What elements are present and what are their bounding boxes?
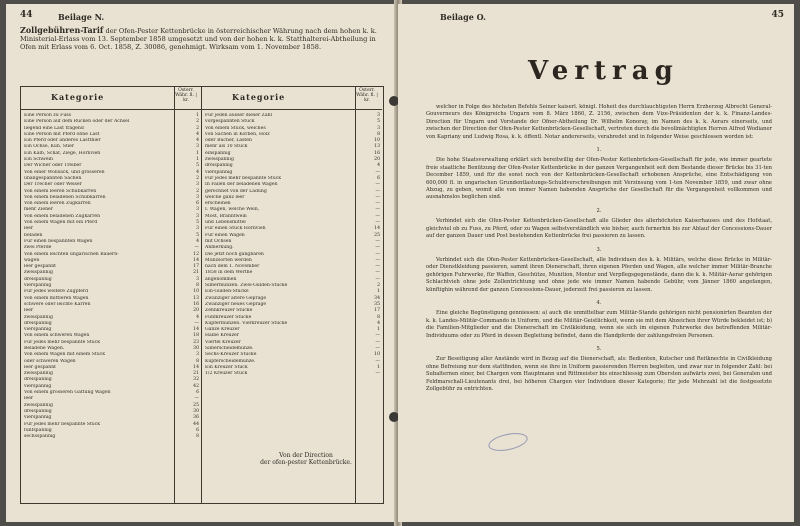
tariff-row-label: angenommen [205,276,237,282]
tariff-row-label: liegend eine Last tragend [24,125,84,131]
tariff-row-label: zweispännig [24,402,53,408]
tariff-row-label: In Fällen der beladenen Wagen [205,182,278,188]
tariff-row-label: Münzsorten werden [205,257,252,263]
page-number: 44 [20,10,33,20]
tariff-row-label: Ein Schwein [24,157,53,163]
tariff-row-value: 10 [193,289,199,295]
tariff-row-label: Ein-Gulden-Stücke [205,289,249,295]
tariff-row-value: 6 [196,427,199,433]
tariff-row-value: 10 [374,352,380,358]
tariff-row-value: 3 [377,113,380,118]
tariff-row-value: — [375,251,380,257]
contract-paragraph: welcher in Folge des höchsten Befehls Seiner kaiserl. königl. Hoheit des durchlauchtigsten Herrn Erzherzog Albrecht General-Gouverneurs des Königreichs Ungarn vom 8. März 1860, Z. 2156, zwischen dem Vize-Präsidenten der k. k. Finanz-Landes-Direction für Ungarn und Vorstande der Ofner-Abtheilung Dr. Wilhelm Konoray, im Namen des k. k. Aerars einerseits, und zwischen der Direction der Ofen-Pester Kettenbrücken-Gesellschaft, vertreten durch die bevollmächtigten Herren Alfred Wodianer von Kapriany und Ludwig Rosa, k. k. öffentl. Notar andererseits, verabredet und in folgender Weise geschlossen worden ist: [426,104,772,140]
tariff-row-label: und Lebensmittel [205,220,246,226]
tariff-row-value: 14 [193,257,199,263]
tariff-row-label: Ganze Kreuzer [205,327,240,333]
tariff-row-label: gerechnet von der Ladung [205,188,267,194]
tariff-row-value: 30 [193,408,199,414]
tariff-row-label: welche ganz leer [205,194,245,200]
tariff-row-label: zwei Pferde [24,245,52,251]
tariff-row-value: 14 [193,327,199,333]
section-number: 1. [596,147,602,154]
tariff-values-left [177,113,199,440]
tariff-row-value: 1 [377,364,380,370]
tariff-row-label: Für einen bespannten Wagen [24,238,93,244]
tariff-row-value: 34 [374,295,380,301]
document-heading: Vertrag [528,56,679,86]
section-number: 4. [596,299,602,306]
tariff-row-label: 1858 in dem Werthe [205,270,253,276]
tariff-row-value: 14 [374,226,380,232]
tariff-row-value: — [375,270,380,276]
tariff-row-value: 5 [196,232,199,238]
tariff-column-left [21,87,202,503]
tariff-row-value: 17 [193,264,199,270]
tariff-row-label: Von einem beladenen Zugkarren [24,213,101,219]
tariff-row-label: wagen [24,257,40,263]
tariff-row-value: 3 [196,182,199,188]
tariff-row-label: zweispännig [24,270,53,276]
tariff-row-label: dreispännig [24,320,52,326]
tariff-row-label: Eine Person auf dem Rücken oder der Achsel [24,119,130,125]
contract-paragraph: Zur Beseitigung aller Anstände wird in Bezug auf die Dienerschaft, als: Bedienten, Kutscher und Reitknechte in Civilkleidung ohne Befreiung nur dem stattfinden, wenn sie ihre in Uniform passierenden Herren begleiten, und zwar nur in folgender Zahl: bei Subalternen einer, bei Chargen vom Hauptmann und Rittmeister bis einschliessig zum Obersten aufwärts zwei, bei Generalen und Feldmarschall-Lieutenants drei, bei höheren Chargen vier Individuen dieser Kategorie; für jede Mehrzahl ist die festgesetzte Zollgebühr zu entrichten. [426,356,772,392]
tarif-title-rest: der Ofen-Pester Kettenbrücke in österreichischer Währung nach dem hohen k. k. Ministerial-Erlass vom 13. September 1858 umgesetzt und von der hohen k. k. Statthalterei-Abtheilung in Ofen mit Erlass vom 6. Oct. 1858, Z. 30086, genehmigt. Wirksam vom 1. November 1858. [20,27,377,51]
tariff-row-value: 10 [374,138,380,144]
tariff-row-value: 21 [193,371,199,377]
tariff-row-label: dreispännig [24,408,52,414]
tariff-row-label: zweispännig [24,371,53,377]
tariff-row-value: 5 [196,163,199,169]
tariff-row-value: 8 [196,434,199,440]
tariff-row-value: 16 [193,301,199,307]
tariff-row-value: 3 [377,125,380,131]
tariff-row-value: 14 [193,364,199,370]
tariff-row-value: 2 [196,188,199,194]
contract-paragraph: Eine gleiche Begünstigung genniessen: a) auch die unmittelbar zum Militär-Stande gehörigen nicht pensionirten Beamten der k. k. Landes-Militär-Commando in Uniform, und die Militär-Geistlichkeit, wenn sie mit dem Abzeichen ihrer Würde bekleidet ist; b) die Familien-Mitglieder und die Dienerschaft im Civilkleidung, wenn sie sich im eigenen Fuhrwerke des betreffenden Militär-Individuums oder zu Pferd in dessen Begleitung befindet, dann die Handpferde der zahlungsfreien Personen. [426,310,772,339]
tariff-column-right [202,87,382,503]
tariff-row-value: 8 [196,283,199,289]
tariff-row-label: schwere oder leichte Karren [24,301,91,307]
contract-paragraph: Verbindet sich die Ofen-Pester Kettenbrücken-Gesellschaft, alle Individuen des k. k. Militärs, welche diese Brücke in Militär- oder Dienstkleidung passieren, sammt ihren Dienerschaft, ihren eigenen Pferden und Wagen, alle welcher immer Militär-Branche gehörigen Fuhrwerke, für Waffen, Geschütze, Munition, Montur und Verpflegsgegenstände, dann die k. k. Militär-Aerar gehörigen Schlachtvieh ohne jede Zollentrichtung und ohne jede wie immer Namen habende Gebühr, vom Jänner 1860 angefangen, künftighin während der ganzen Concessions-Dauer, jederzeit frei passieren zu lassen. [426,256,772,293]
tariff-row-value: 8 [377,314,380,320]
kategorie-header: Kategorie [232,92,286,102]
tariff-row-value: 25 [193,402,199,408]
tariff-row-value: — [375,188,380,194]
tariff-row-label: Ein Pferd oder anderes Lastthier [24,138,101,144]
tariff-row-label: sechsspännig [24,434,56,440]
tariff-row-label: von Sachen in Körben, Holz [205,131,270,137]
tariff-row-value: 20 [193,308,199,314]
left-page [6,4,396,522]
tariff-row-value: 4 [377,320,380,326]
tariff-row-label: zweispännig [205,157,234,163]
tariff-row-label: Von einem leeren Schubkarren [24,188,97,194]
tariff-row-label: mehr Zieher [24,207,53,213]
tariff-row-value: 5 [377,119,380,125]
tariff-row-label: Silberscheidemünze. [205,345,254,351]
tariff-row-label: Der Wicher oder Treiber [24,163,82,169]
tariff-row-value: 32 [193,377,199,383]
tariff-row-value: — [375,220,380,226]
tariff-row-label: Für einen Wagen [205,232,245,238]
tariff-row-value: 2 [377,283,380,289]
tariff-row-label: dreispännig [24,276,52,282]
tariff-row-label: Ein Kalb, Schaf, Ziege, Hornvieh [24,150,101,156]
page-number: 45 [771,10,784,20]
tariff-row-value: — [375,182,380,188]
tariff-row-value: 6 [196,390,199,396]
tariff-row-label: vierspännig [24,327,52,333]
tariff-row-label: I. Wagen, welche Wein, [205,207,260,213]
tariff-row-value: 3 [196,207,199,213]
tariff-row-label: leer gespannt [24,264,57,270]
tariff-row-label: Ein Ochse, Kuh, Stier [24,144,75,150]
tariff-row-label: nach dem 1. November [205,264,260,270]
tariff-row-label: Beladene Wagen. [24,345,65,351]
tariff-row-label: leer [24,226,34,232]
tariff-row-value: — [375,169,380,175]
currency-header: Österr. Währ. fl. | kr. [356,88,378,103]
section-number: 5. [596,345,602,352]
tariff-row-value: — [375,276,380,282]
tariff-row-label: dreispännig [205,163,233,169]
tariff-row-value: 35 [374,301,380,307]
tariff-row-value: — [194,396,199,402]
tariff-row-label: mit Ochsen [205,238,232,244]
tariff-row-label: Der Trecher oder Weiser [24,182,82,188]
tariff-row-value: — [375,358,380,364]
tariff-row-label: Eine Person mit Pferd ohne Last [24,131,100,137]
tariff-row-value: 8 [377,131,380,137]
section-number: 3. [596,246,602,253]
tariff-row-value: — [375,201,380,207]
tariff-row-value: 3 [196,226,199,232]
tariff-row-value: 1 [196,150,199,156]
tariff-row-value: 3 [196,194,199,200]
tariff-row-value: 3 [196,213,199,219]
tariff-row-value: 36 [193,415,199,421]
beilage-label: Beilage N. [58,12,105,22]
signature-line: der ofen-pester Kettenbrücke. [260,459,352,466]
tariff-row-value: 4 [196,131,199,137]
tariff-row-label: Von einem Stück, welches [205,125,266,131]
kategorie-header: Kategorie [51,92,105,102]
tariff-row-value: 3 [196,276,199,282]
tariff-values-right [358,113,380,377]
tariff-rows-left [24,113,172,440]
tariff-row-label: Von einem Wagen mit ein Pferd [24,220,98,226]
tariff-row-label: Kupferscheidemünze. [205,358,256,364]
tariff-row-value: — [375,339,380,345]
tariff-row-label: Von einem grösseren Gattung Wagen [24,390,111,396]
tariff-rows-right [205,113,353,377]
tariff-row-value: 6 [196,201,199,207]
tariff-row-value: 3 [196,144,199,150]
tariff-row-label: vierspännig [24,383,52,389]
tariff-row-label: Ein Kreuzer Stück [205,364,248,370]
tariff-row-value: 13 [374,144,380,150]
direction-signature [246,452,366,466]
tariff-row-value: 1 [196,157,199,163]
tariff-row-label: vierspännig [24,283,52,289]
tariff-row-value: 17 [374,308,380,314]
tariff-row-value: 21 [193,270,199,276]
tariff-row-label: Von einem mittleren Wagen [24,295,89,301]
tariff-row-label: Kupfermünzen. Vierkreuzer Stücke [205,320,288,326]
tariff-row-value: 1 [196,113,199,118]
tariff-row-label: Für jedes mehr bespannte Stück [205,175,282,181]
tariff-row-value: 4 [196,314,199,320]
tarif-title-bold: Zollgebühren-Tarif [20,25,104,35]
tariff-row-label: Von einem leichten ungarischen Bauern- [24,251,119,257]
tariff-row-label: Von einer Wollsack, und grösseren [24,169,105,175]
tariff-row-label: fünfspännig [24,427,52,433]
tariff-row-value: 18 [193,333,199,339]
tariff-row-label: Von einem leeren Zugkarren [24,201,91,207]
tariff-row-label: Zehnkreuzer Stücke [205,308,253,314]
tariff-row-value: 25 [374,232,380,238]
column-rule [355,87,356,503]
tariff-row-label: Eine Person zu Fuss [24,113,72,118]
tariff-row-value: — [375,371,380,377]
tariff-row-label: Für jedes mehr bespannte Stück [24,339,101,345]
tariff-row-value: — [375,245,380,251]
tariff-row-value: — [194,245,199,251]
contract-paragraph: Die hohe Staatsverwaltung erklärt sich bereitwillig der Ofen-Pester Kettenbrücken-Gesellschaft für jede, wie immer geartete freie staatliche Benützung der Ofen-Pester Kettenbrücke in der ganzen Vergangenheit seit dem Bestande dieser Brücke bis 31-ten December 1859, und für die sonst noch von der Kettenbrücken-Gesellschaft erhobenen Ansprüche, eine Entschädigung von 600,000 fl. in ungarischen Grundentlastungs-Schuldverschreibungen mit Verzinsung vom 1-ten November 1859, und zwar ohne Abzug, zu geben, womit alle von immer Namen habenden Ansprüche der Gesellschaft für die Vergangenheit vollkommen und ausnahmslos beglichen sind. [426,157,772,201]
tariff-row-label: Zwanziger neues Gepräge [205,301,267,307]
tariff-row-value: — [375,264,380,270]
tariff-row-value: — [375,194,380,200]
right-page [398,4,794,522]
tariff-row-value: 4 [196,169,199,175]
tariff-row-value: — [194,320,199,326]
tariff-row-value: 42 [193,383,199,389]
tariff-row-value: — [375,345,380,351]
tariff-row-label: vierspännig [24,415,52,421]
tariff-row-value: 8 [196,358,199,364]
tariff-row-value: 5 [196,220,199,226]
tariff-row-label: dreispännig [24,377,52,383]
tariff-row-label: Most, Branntwein [205,213,247,219]
tariff-row-value: 13 [193,295,199,301]
tarif-title [20,26,382,51]
signature-line: Von der Direction [279,452,333,459]
tariff-row-label: Von einem Wagen mit einem Stück [24,352,106,358]
tariff-row-value: 2 [196,175,199,181]
tariff-row-label: 1/2 Kreuzer Stück [205,371,248,377]
tariff-row-label: Für jedes mehr bespannte Stück [24,421,101,427]
beilage-label: Beilage O. [440,12,486,22]
tariff-row-value: 2 [196,125,199,131]
tariff-row-value: 12 [193,251,199,257]
tariff-row-value: 2 [196,119,199,125]
tariff-row-value: 4 [196,138,199,144]
tariff-row-value: 1 [377,327,380,333]
tariff-table [20,86,384,504]
tariff-row-label: Viertel Kreuzer [205,339,241,345]
tariff-row-label: Für jedes weitere Zugpferd [24,289,89,295]
tariff-row-value: 3 [196,352,199,358]
tariff-row-value: 4 [196,238,199,244]
tariff-row-value: 4 [377,163,380,169]
tariff-row-label: zweispännig [24,314,53,320]
tariff-row-label: erscheinen [205,201,231,207]
tariff-row-label: Sechs-Kreuzer Stücke [205,352,257,358]
tariff-row-value: — [375,257,380,263]
section-number: 2. [596,207,602,214]
tariff-row-label: einspännig [205,150,231,156]
tariff-row-label: oder Bücher, Lasten [205,138,252,144]
tariff-row-value: 16 [374,150,380,156]
tariff-row-value: — [375,207,380,213]
tariff-row-label: Für einen Stück Hornvieh [205,226,266,232]
tariff-row-label: Von einem beladenen Schubkarren [24,194,106,200]
currency-header: Österr. Währ. fl. | kr. [175,88,197,103]
tariff-row-label: mehr als 10 Stück [205,144,248,150]
tariff-row-value: 30 [193,345,199,351]
tariff-row-value: — [375,238,380,244]
tariff-row-value: — [375,213,380,219]
tariff-row-value: 6 [377,175,380,181]
tariff-row-label: leer [24,308,34,314]
contract-body [426,104,772,399]
tariff-row-label: leer gespannt [24,364,57,370]
column-rule [174,87,175,503]
ink-stamp [487,430,529,454]
tariff-row-label: beladen [24,232,43,238]
tariff-row-value: — [375,333,380,339]
tariff-row-label: leer [24,396,34,402]
tariff-row-label: Fünfkreuzer Stücke [205,314,252,320]
tariff-row-label: Halbe Kreuzer [205,333,239,339]
tariff-row-label: Anmerkung. [205,245,234,251]
tariff-row-label: Die jetzt noch gangbaren [205,251,264,257]
tariff-row-label: Von einem schweren Wagen [24,333,90,339]
contract-paragraph: Verbindet sich die Ofen-Pester Kettenbrücken-Gesellschaft alle Glieder des allerhöchsten Kaiserhauses und des Hofstaat, gleichviel ob zu Fuss, zu Pferd, oder zu Wagen selbstverständlich wie bisher, auch fernerhin bis zur Ablauf der Concessions-Dauer auf der ganzen Dauer und Post bestehenden Kettenbrücke frei passieren zu lassen. [426,218,772,240]
tariff-row-label: vierspännig [205,169,233,175]
tariff-row-label: vorgespannten Stück [205,119,255,125]
tariff-row-value: 20 [374,157,380,163]
tariff-row-value: 1 [377,289,380,295]
tariff-row-value: 23 [193,339,199,345]
tariff-row-value: 44 [193,421,199,427]
tariff-row-label: oder schweren Wagen [24,358,76,364]
tariff-row-label: Zwanziger ältere Gepräge [205,295,267,301]
tariff-row-label: Silbermünzen. Zwei-Gulden-Stücke [205,283,288,289]
tariff-row-label: Für jeden ausser dieser Zahl [205,113,273,118]
tariff-row-label: unangespannten Sachen [24,175,82,181]
